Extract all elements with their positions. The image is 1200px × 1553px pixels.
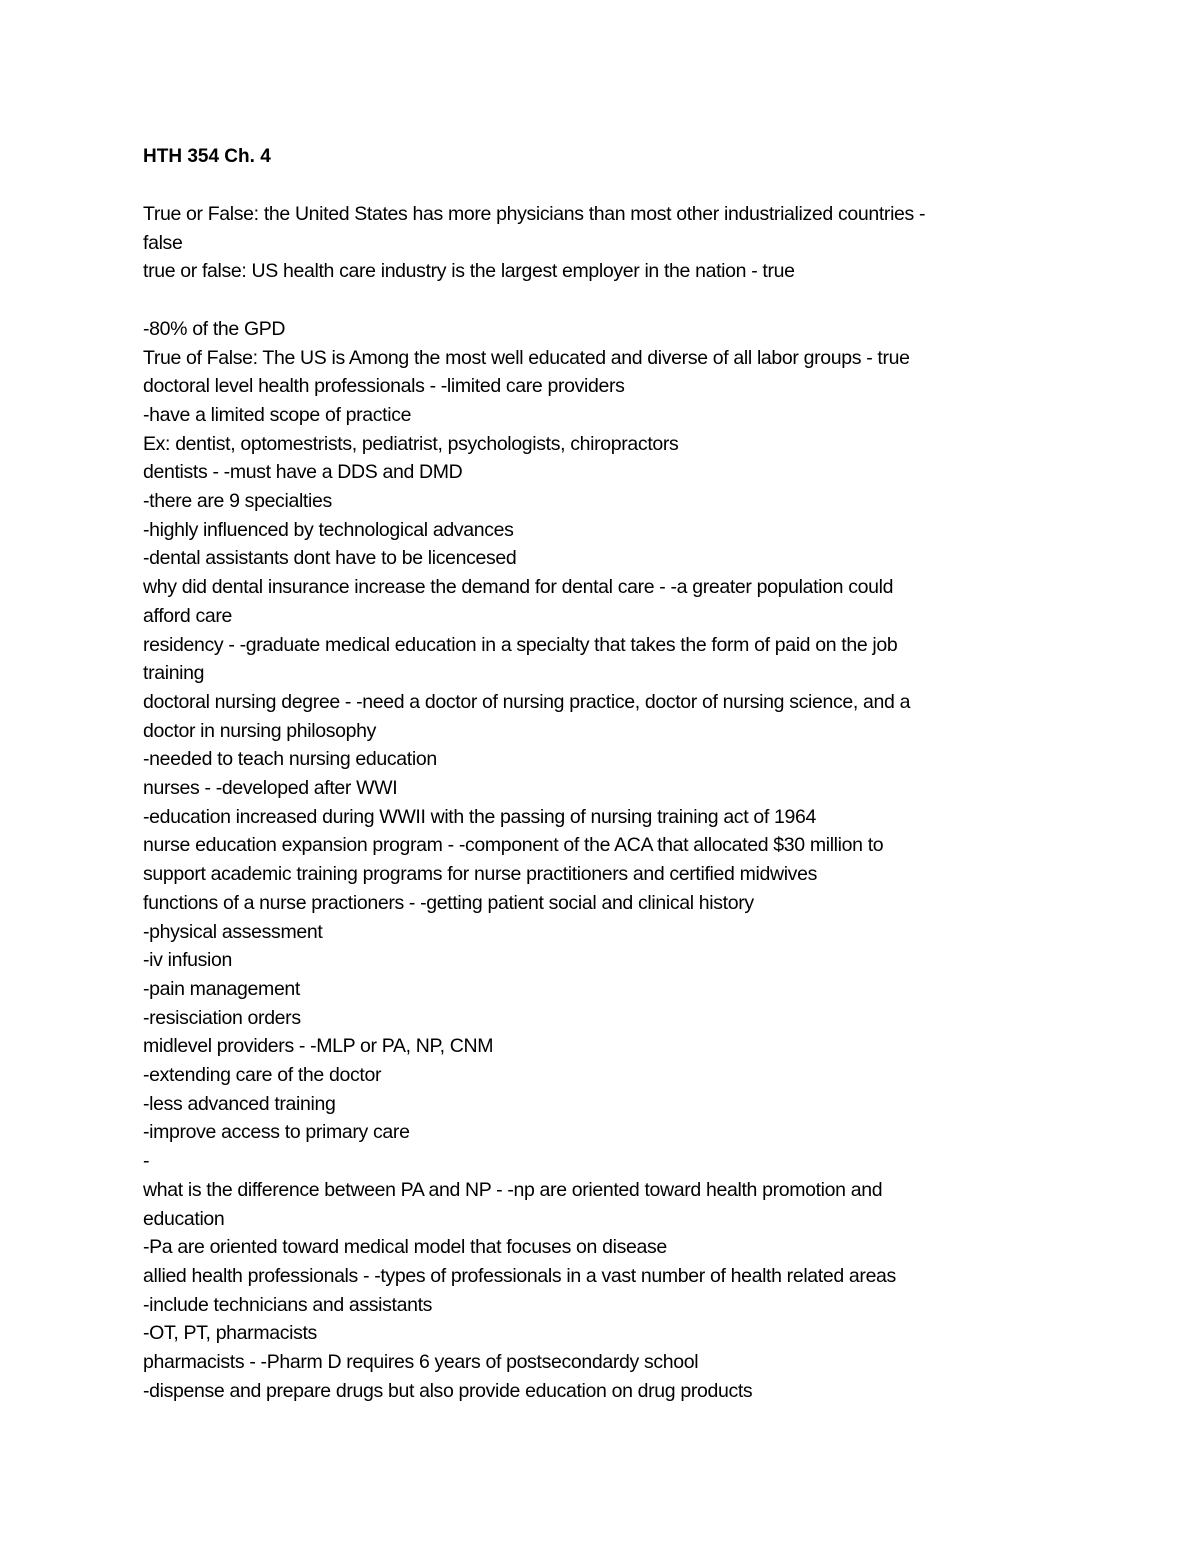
document-line: nurses - -developed after WWI: [143, 777, 398, 800]
document-line: True of False: The US is Among the most well educated and diverse of all labor groups - true: [143, 346, 910, 369]
document-line: -less advanced training: [143, 1092, 336, 1115]
document-line: training: [143, 662, 205, 685]
document-body: [143, 200, 1043, 1406]
document-line: -resisciation orders: [143, 1006, 301, 1029]
document-line: -pain management: [143, 977, 300, 1000]
document-line: -education increased during WWII with the passing of nursing training act of 1964: [143, 805, 816, 828]
document-line: -Pa are oriented toward medical model that focuses on disease: [143, 1236, 667, 1259]
document-line: false: [143, 231, 183, 254]
document-line: residency - -graduate medical education in a specialty that takes the form of paid on the job: [143, 633, 898, 656]
document-line: doctoral level health professionals - -limited care providers: [143, 375, 625, 398]
document-line: -iv infusion: [143, 949, 233, 972]
document-line: -OT, PT, pharmacists: [143, 1322, 317, 1345]
document-line: support academic training programs for nurse practitioners and certified midwives: [143, 863, 817, 886]
document-line: [143, 286, 1043, 315]
document-line: -highly influenced by technological advances: [143, 518, 514, 541]
document-line: pharmacists - -Pharm D requires 6 years of postsecondardy school: [143, 1351, 699, 1374]
document-line: dentists - -must have a DDS and DMD: [143, 461, 463, 484]
document-line: midlevel providers - -MLP or PA, NP, CNM: [143, 1035, 494, 1058]
document-line: true or false: US health care industry is the largest employer in the nation - true: [143, 260, 795, 283]
document-title: HTH 354 Ch. 4: [143, 146, 271, 167]
document-line: -extending care of the doctor: [143, 1064, 382, 1087]
document-line: what is the difference between PA and NP - -np are oriented toward health promotion and: [143, 1178, 883, 1201]
document-line: allied health professionals - -types of professionals in a vast number of health related areas: [143, 1265, 896, 1287]
document-line: -80% of the GPD: [143, 317, 286, 340]
document-line: -dental assistants dont have to be licencesed: [143, 547, 517, 570]
document-page: [143, 142, 1043, 1406]
document-line: why did dental insurance increase the demand for dental care - -a greater population could: [143, 576, 894, 599]
document-line: -needed to teach nursing education: [143, 748, 437, 771]
document-line: -improve access to primary care: [143, 1121, 410, 1144]
document-line: functions of a nurse practioners - -getting patient social and clinical history: [143, 891, 754, 914]
document-line: -there are 9 specialties: [143, 490, 332, 513]
document-line: doctor in nursing philosophy: [143, 719, 377, 742]
document-line: nurse education expansion program - -component of the ACA that allocated $30 million to: [143, 834, 884, 857]
document-line: doctoral nursing degree - -need a doctor of nursing practice, doctor of nursing science, and a: [143, 690, 911, 713]
document-line: Ex: dentist, optomestrists, pediatrist, psychologists, chiropractors: [143, 432, 679, 455]
document-line: -: [143, 1150, 150, 1173]
document-line: afford care: [143, 604, 233, 627]
document-line: -include technicians and assistants: [143, 1293, 433, 1316]
document-line: -have a limited scope of practice: [143, 403, 412, 426]
document-line: -dispense and prepare drugs but also provide education on drug products: [143, 1379, 753, 1402]
document-line: -physical assessment: [143, 920, 323, 943]
document-line: education: [143, 1207, 225, 1230]
document-line: True or False: the United States has more physicians than most other industrialized countries -: [143, 203, 926, 225]
